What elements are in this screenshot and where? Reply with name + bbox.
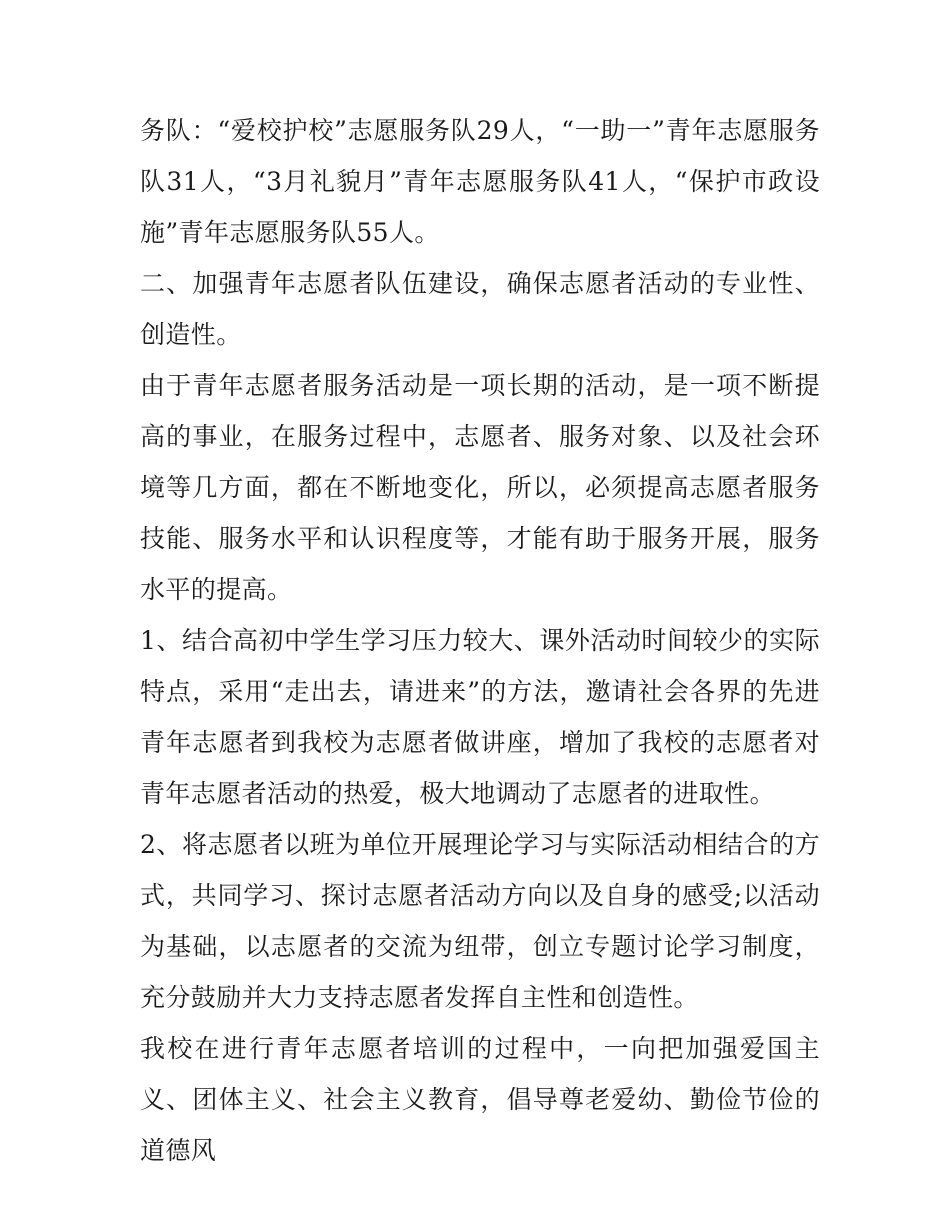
paragraph-item-1-lectures: 1、结合高初中学生学习压力较大、课外活动时间较少的实际特点，采用“走出去，请进来”的方法，邀请社会各界的先进青年志愿者到我校为志愿者做讲座，增加了我校的志愿者对青年志愿者活动的热爱，极大地调动了志愿者的进取性。 <box>140 626 820 808</box>
paragraph-training-education: 我校在进行青年志愿者培训的过程中，一向把加强爱国主义、团体主义、社会主义教育，倡导尊老爱幼、勤俭节俭的道德风 <box>140 1034 820 1165</box>
paragraph-long-term-service: 由于青年志愿者服务活动是一项长期的活动，是一项不断提高的事业，在服务过程中，志愿者、服务对象、以及社会环境等几方面，都在不断地变化，所以，必须提高志愿者服务技能、服务水平和认识程度等，才能有助于服务开展，服务水平的提高。 <box>140 371 820 604</box>
document-body <box>140 105 820 1176</box>
paragraph-volunteer-teams: 务队：“爱校护校”志愿服务队29人，“一助一”青年志愿服务队31人，“3月礼貌月”青年志愿服务队41人，“保护市政设施”青年志愿服务队55人。 <box>140 116 820 247</box>
section-heading-team-building: 二、加强青年志愿者队伍建设，确保志愿者活动的专业性、创造性。 <box>140 269 820 349</box>
paragraph-item-2-class-study: 2、将志愿者以班为单位开展理论学习与实际活动相结合的方式，共同学习、探讨志愿者活动方向以及自身的感受;以活动为基础，以志愿者的交流为纽带，创立专题讨论学习制度，充分鼓励并大力支持志愿者发挥自主性和创造性。 <box>140 830 820 1012</box>
